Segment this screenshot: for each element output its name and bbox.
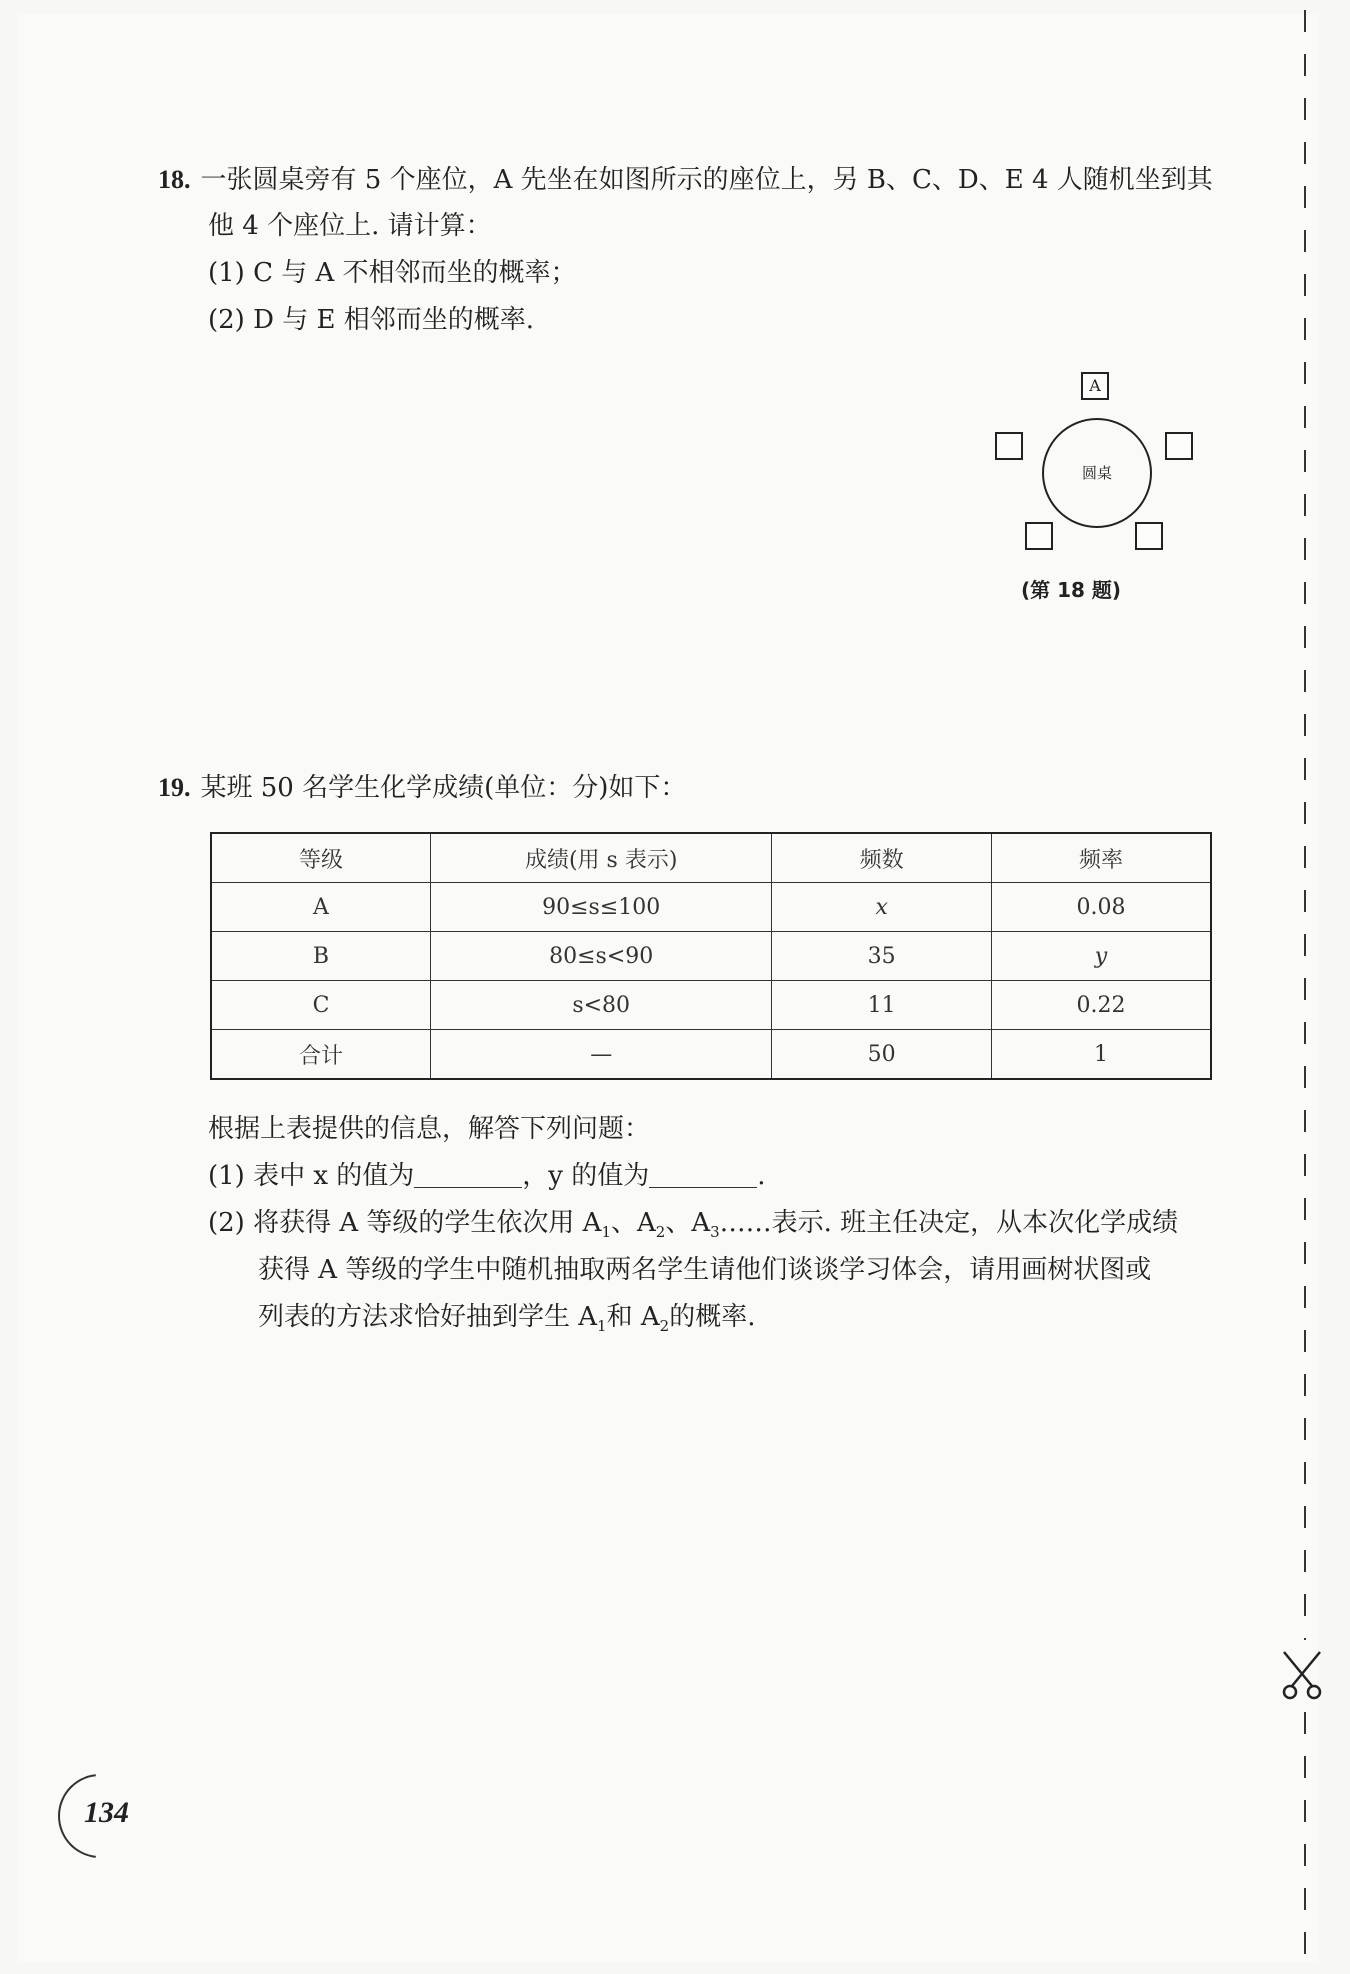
q19-part2-line3	[258, 1294, 755, 1350]
subscript: 2	[655, 1223, 666, 1241]
header-rate: 频率	[991, 833, 1211, 883]
cell: y	[991, 932, 1211, 981]
subscript: 2	[659, 1317, 670, 1335]
seat-a: A	[1081, 372, 1109, 400]
table-row	[211, 981, 1211, 1030]
q19-part2-line2: 获得 A 等级的学生中随机抽取两名学生请他们谈谈学习体会，请用画树状图或	[258, 1255, 1152, 1285]
seat-left-top	[995, 432, 1023, 460]
cell: B	[211, 932, 430, 981]
q19-intro: 某班 50 名学生化学成绩(单位：分)如下：	[200, 773, 687, 803]
answer-blank-y[interactable]	[649, 1159, 757, 1188]
cell: s<80	[430, 981, 771, 1030]
q19-part2-text-a: (2) 将获得 A 等级的学生依次用 A	[208, 1208, 602, 1238]
cell: 50	[772, 1030, 992, 1080]
cell: —	[430, 1030, 771, 1080]
header-frequency: 频数	[772, 833, 992, 883]
q18-text-line1: 一张圆桌旁有 5 个座位，A 先坐在如图所示的座位上，另 B、C、D、E 4 人随机坐到其	[200, 165, 1213, 195]
q18-part1: (1) C 与 A 不相邻而坐的概率；	[208, 258, 577, 288]
q19-prompt: 根据上表提供的信息，解答下列问题：	[208, 1114, 651, 1144]
table-row	[211, 883, 1211, 932]
q18-line1	[158, 156, 1213, 204]
q18-part2: (2) D 与 E 相邻而坐的概率.	[208, 305, 534, 335]
subscript: 1	[597, 1317, 607, 1335]
q19-part1-text-a: (1) 表中 x 的值为	[208, 1161, 415, 1191]
round-table-figure	[985, 368, 1205, 608]
cell: 35	[772, 932, 992, 981]
cell: A	[211, 883, 430, 932]
cell: 80≤s<90	[430, 932, 771, 981]
table-row	[211, 1030, 1211, 1080]
table-header-row	[211, 833, 1211, 883]
cell: 0.22	[991, 981, 1211, 1030]
q19-intro-line	[158, 764, 686, 812]
round-table: 圆桌	[1042, 418, 1152, 528]
grades-table	[210, 832, 1212, 1080]
table-row	[211, 932, 1211, 981]
cell: 合计	[211, 1030, 430, 1080]
answer-blank-x[interactable]	[414, 1159, 522, 1188]
q19-part2-sep1: 、A	[611, 1208, 656, 1238]
scissors-icon	[1278, 1648, 1328, 1704]
header-score: 成绩(用 s 表示)	[430, 833, 771, 883]
q18-text-line2: 他 4 个座位上. 请计算：	[208, 211, 492, 241]
cell: 90≤s≤100	[430, 883, 771, 932]
q19-part2-line3-c: 的概率.	[669, 1302, 756, 1332]
page-number: 134	[84, 1796, 129, 1829]
q19-part1	[208, 1153, 766, 1200]
q19-part2-text-b: ……表示. 班主任决定，从本次化学成绩	[719, 1208, 1179, 1238]
cell: 1	[991, 1030, 1211, 1080]
subscript: 3	[710, 1223, 720, 1241]
cell: C	[211, 981, 430, 1030]
seat-right-top	[1165, 432, 1193, 460]
seat-right-bottom	[1135, 522, 1163, 550]
q19-part1-text-b: ，y 的值为	[522, 1161, 650, 1191]
q19-part2-line3-a: 列表的方法求恰好抽到学生 A	[258, 1302, 598, 1332]
page-number-badge	[58, 1774, 138, 1864]
cell: x	[772, 883, 992, 932]
q19-part2-sep2: 、A	[665, 1208, 711, 1238]
cell: 11	[772, 981, 992, 1030]
q18-number: 18.	[158, 165, 191, 194]
q19-part1-text-c: .	[757, 1161, 766, 1191]
q19-number: 19.	[158, 773, 191, 802]
subscript: 1	[601, 1223, 611, 1241]
figure-caption: (第 18 题)	[1021, 578, 1122, 602]
q19-part2-line3-b: 和 A	[606, 1302, 660, 1332]
header-grade: 等级	[211, 833, 430, 883]
seat-left-bottom	[1025, 522, 1053, 550]
cell: 0.08	[991, 883, 1211, 932]
